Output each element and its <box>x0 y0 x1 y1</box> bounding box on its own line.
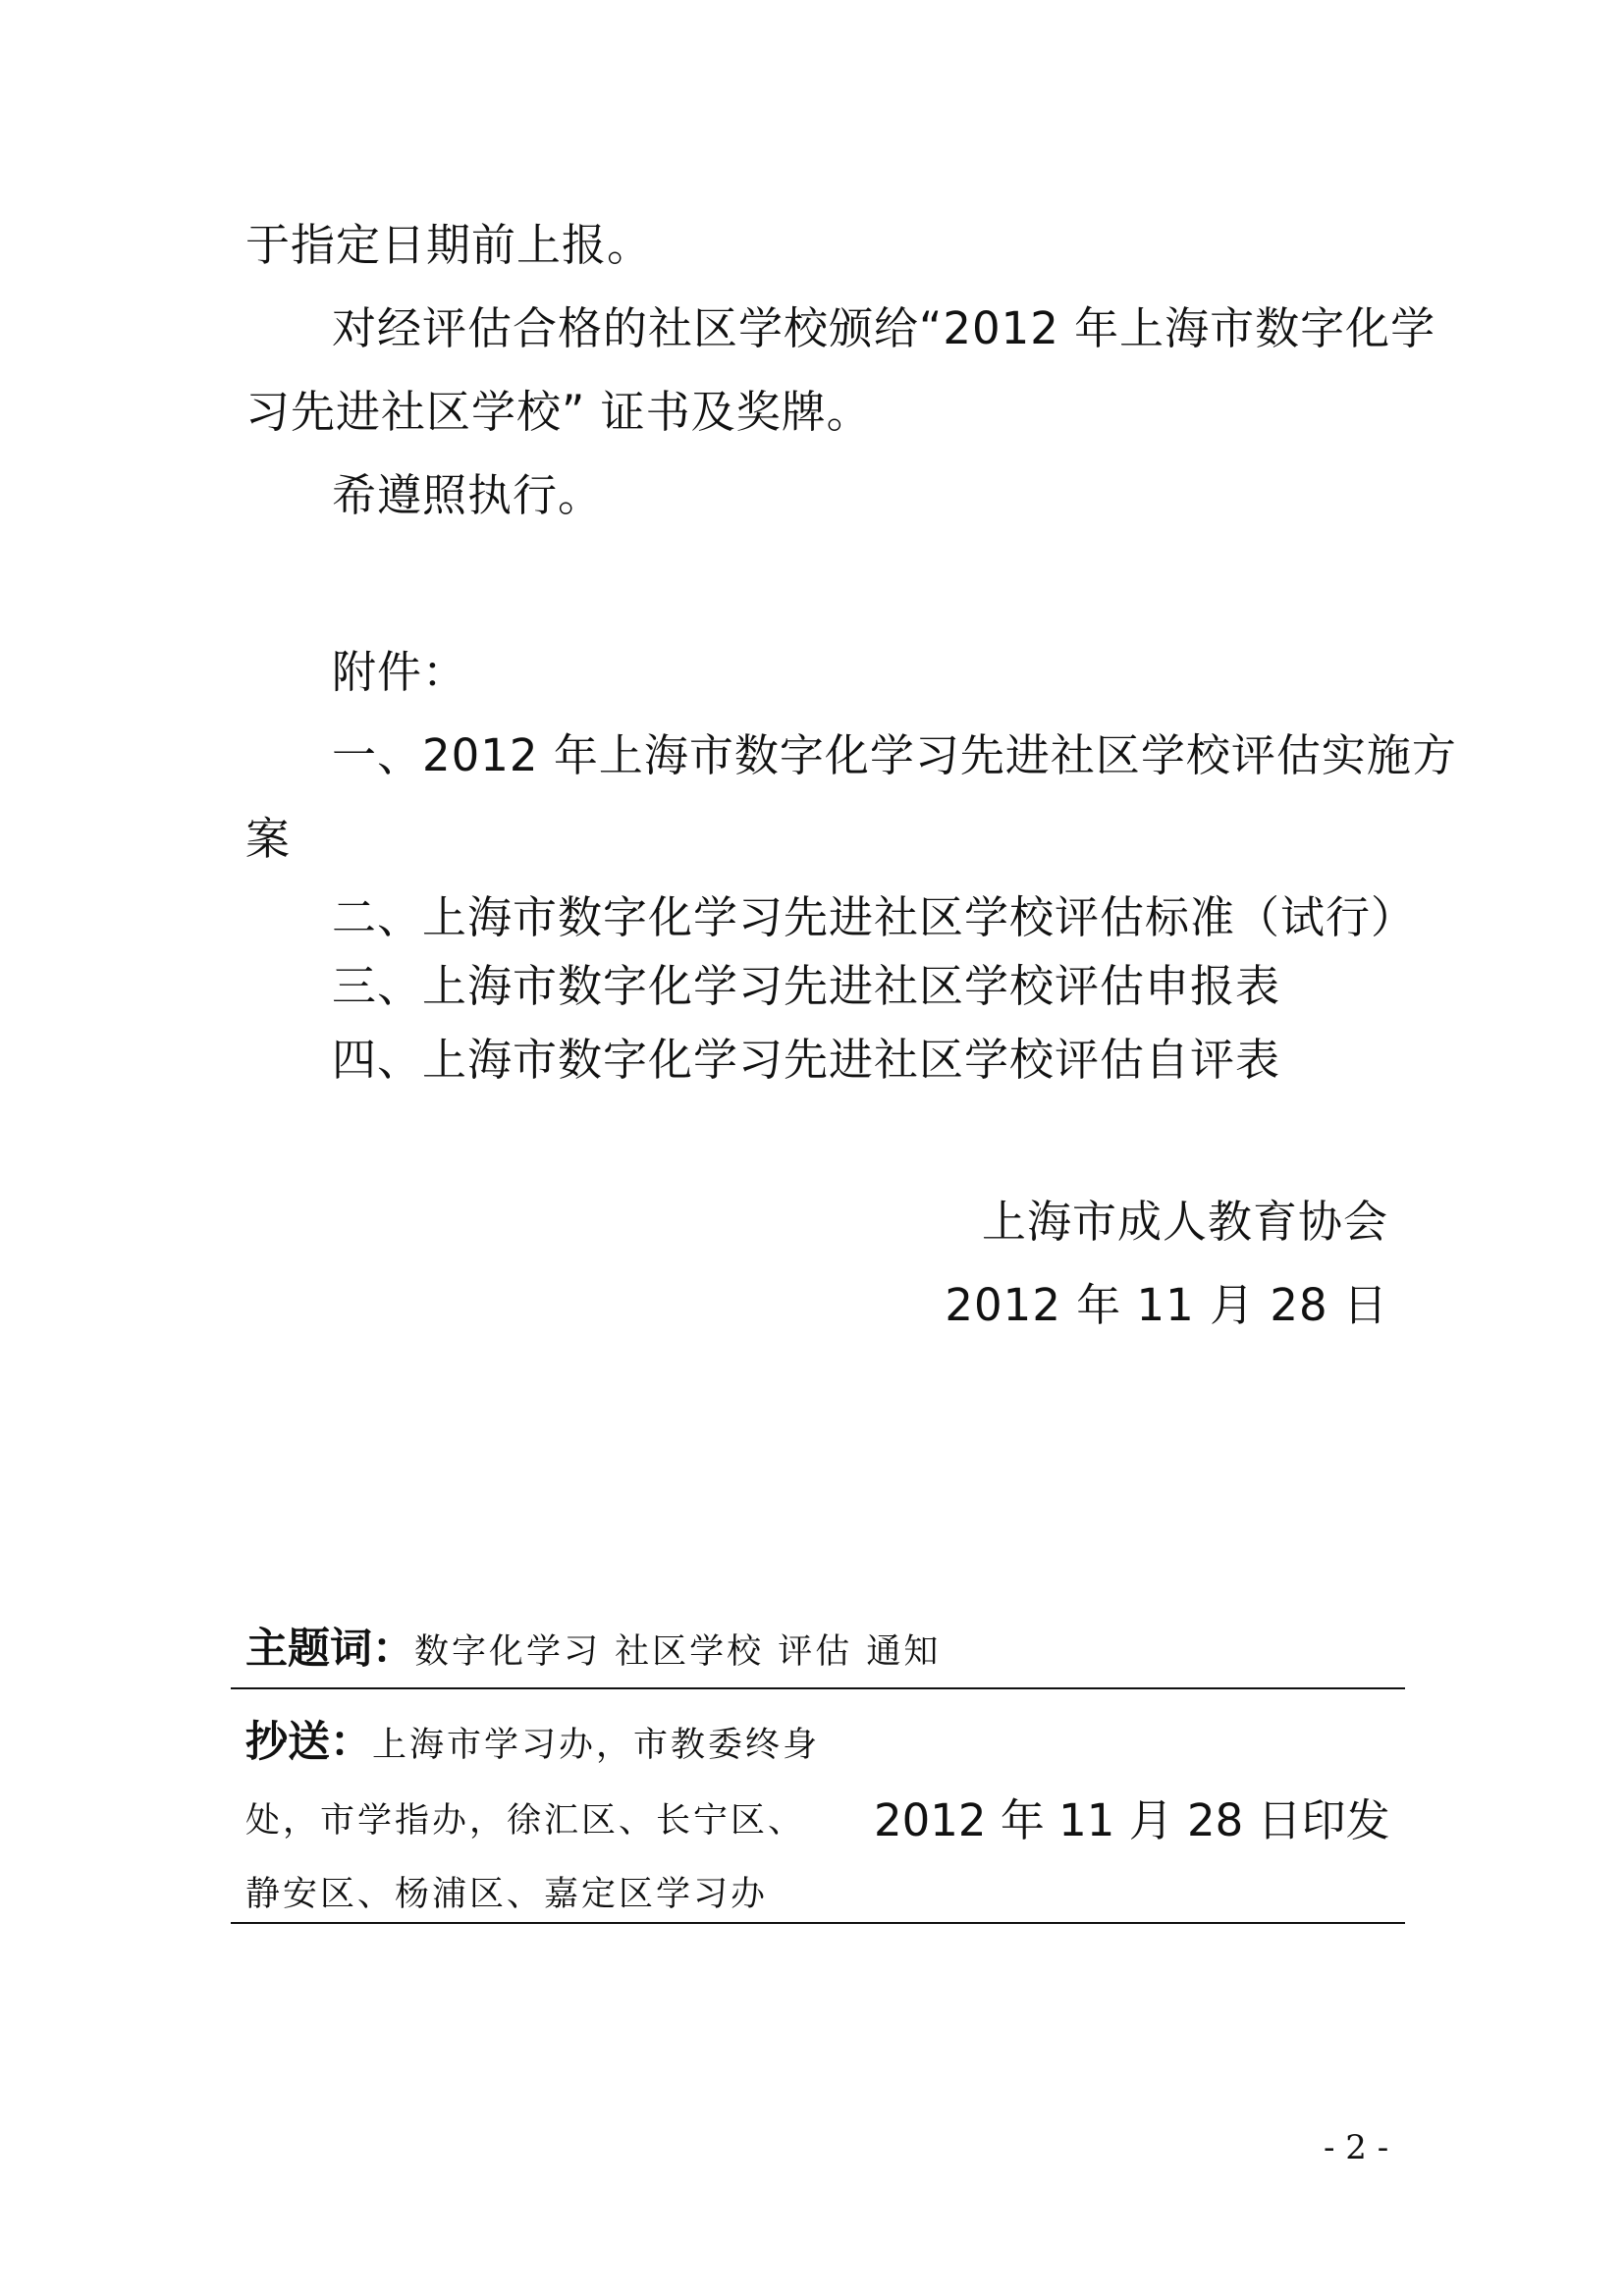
body-paragraph-2-line-2: 习先进社区学校” 证书及奖牌。 <box>245 386 872 438</box>
attachment-item-1-line-2: 案 <box>245 813 292 865</box>
cc-line-2: 处，市学指办，徐汇区、长宁区、 <box>245 1801 806 1841</box>
footer-rule-top <box>231 1687 1405 1689</box>
cc-row-1 <box>245 1718 820 1776</box>
page-number: - 2 - <box>1324 2128 1389 2167</box>
attachment-item-2: 二、上海市数字化学习先进社区学校评估标准（试行） <box>332 891 1417 943</box>
body-paragraph-2-line-1: 对经评估合格的社区学校颁给“2012 年上海市数字化学 <box>332 302 1436 354</box>
cc-label: 抄送： <box>245 1718 372 1767</box>
attachments-heading: 附件： <box>332 646 468 698</box>
signature-date: 2012 年 11 月 28 日 <box>945 1279 1388 1331</box>
signature-organization: 上海市成人教育协会 <box>981 1196 1388 1248</box>
attachment-item-4: 四、上海市数字化学习先进社区学校评估自评表 <box>332 1034 1281 1086</box>
attachment-item-1-line-1: 一、2012 年上海市数字化学习先进社区学校评估实施方 <box>332 729 1457 781</box>
body-paragraph-3: 希遵照执行。 <box>332 469 604 521</box>
attachment-item-3: 三、上海市数字化学习先进社区学校评估申报表 <box>332 960 1281 1012</box>
cc-line-3: 静安区、杨浦区、嘉定区学习办 <box>245 1875 769 1914</box>
footer-rule-bottom <box>231 1922 1405 1924</box>
cc-line-1: 上海市学习办，市教委终身 <box>372 1726 821 1765</box>
body-line-1: 于指定日期前上报。 <box>245 219 653 271</box>
issue-date: 2012 年 11 月 28 日印发 <box>874 1794 1390 1846</box>
subject-terms-row <box>245 1625 941 1682</box>
subject-terms-label: 主题词： <box>245 1625 414 1674</box>
subject-terms-value: 数字化学习 社区学校 评估 通知 <box>414 1632 942 1672</box>
